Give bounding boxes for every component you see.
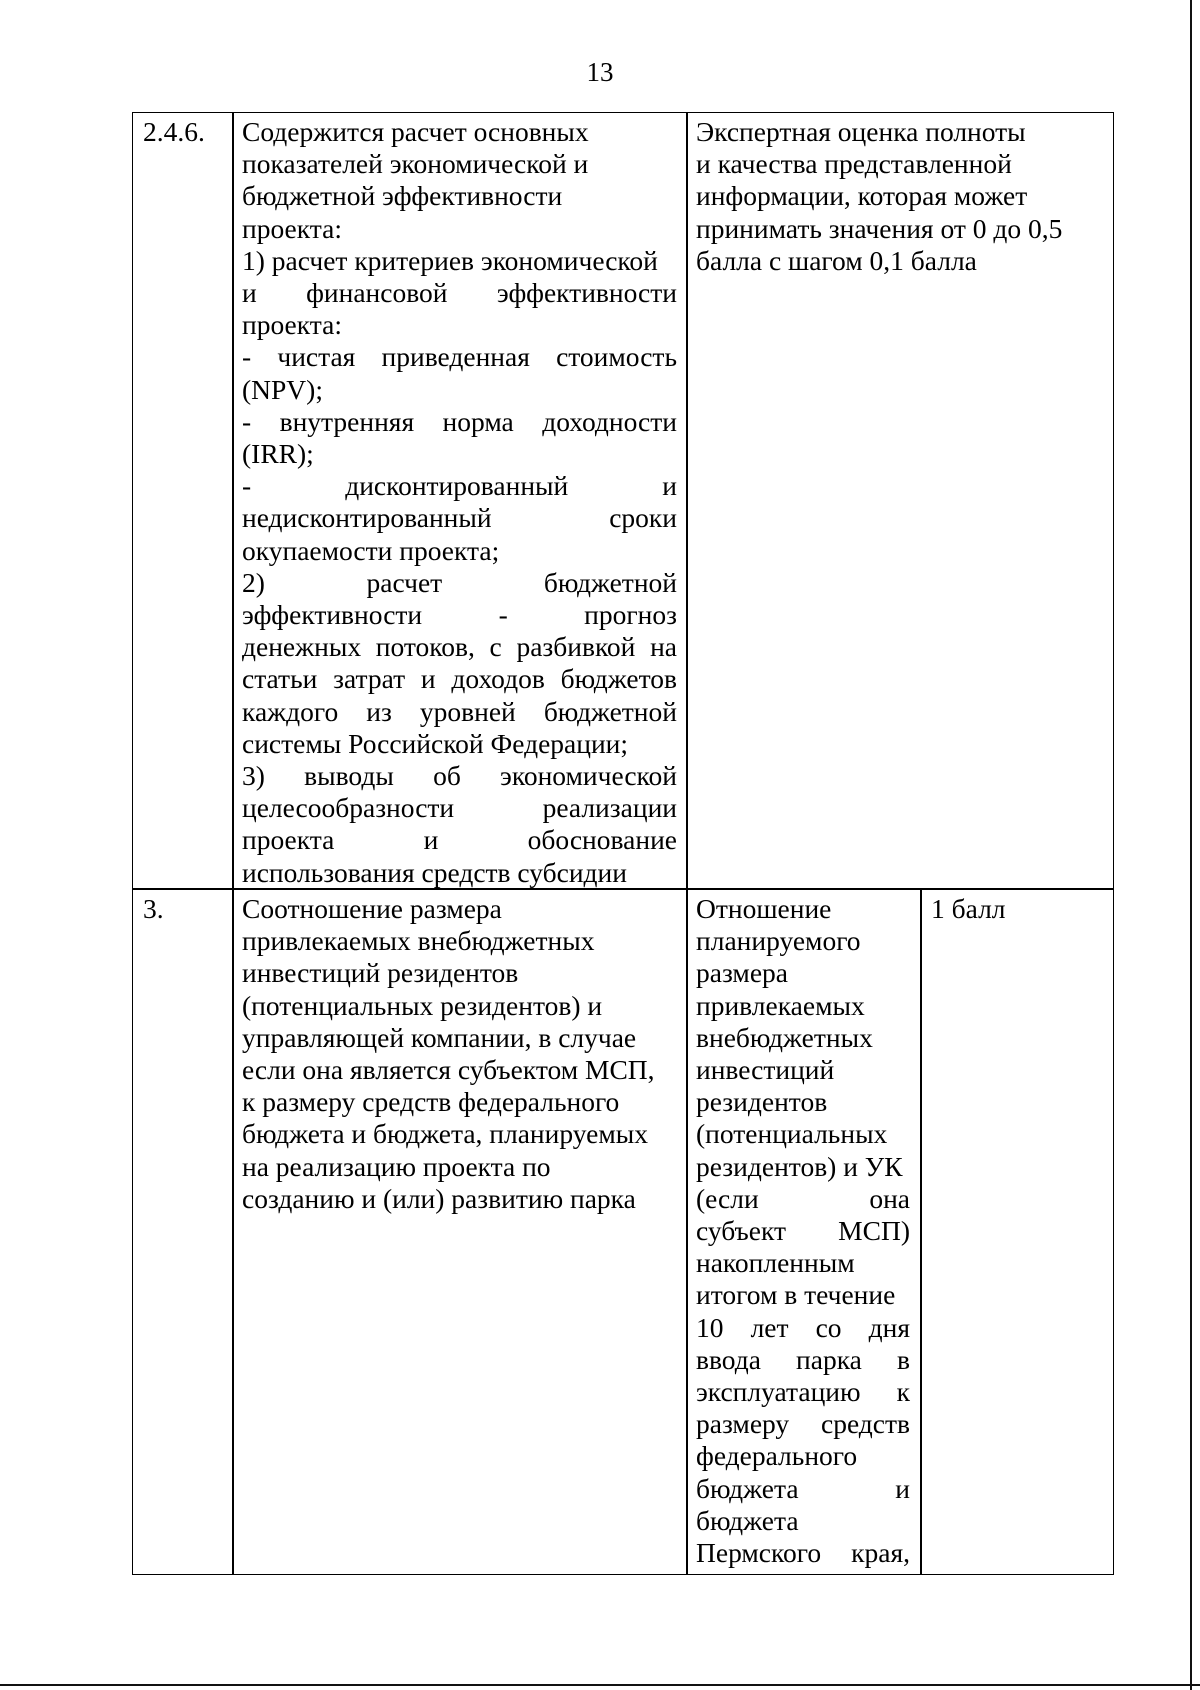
criterion-line: проекта и обоснование <box>242 824 677 856</box>
row-number-cell <box>133 116 232 886</box>
evaluation-line: ввода парка в <box>696 1343 910 1375</box>
evaluation-line: и качества представленной <box>696 148 1012 180</box>
row-number: 2.4.6. <box>143 116 205 147</box>
page-number: 13 <box>586 57 614 87</box>
criterion-cell <box>234 116 686 888</box>
criterion-line: каждого из уровней бюджетной <box>242 695 677 727</box>
criterion-line: - дисконтированный и <box>242 470 677 502</box>
row-divider <box>132 888 1114 890</box>
evaluation-line: размера <box>696 957 788 989</box>
criterion-line: привлекаемых внебюджетных <box>242 925 595 957</box>
evaluation-line: информации, которая может <box>696 180 1028 212</box>
evaluation-line: накопленным <box>696 1247 855 1279</box>
criterion-line: 3) выводы об экономической <box>242 760 677 792</box>
evaluation-cell <box>688 893 920 1575</box>
criterion-line: эффективности - прогноз <box>242 599 677 631</box>
row-number: 3. <box>143 893 164 924</box>
criterion-line: бюджета и бюджета, планируемых <box>242 1118 648 1150</box>
criterion-line: если она является субъектом МСП, <box>242 1054 655 1086</box>
criterion-line: проекта: <box>242 212 342 244</box>
evaluation-line: федерального <box>696 1440 858 1472</box>
criterion-line: управляющей компании, в случае <box>242 1021 637 1053</box>
criterion-line: бюджетной эффективности <box>242 180 563 212</box>
criterion-line: - внутренняя норма доходности <box>242 405 677 437</box>
evaluation-line: Экспертная оценка полноты <box>696 116 1026 147</box>
evaluation-line: Пермского края, <box>696 1537 910 1569</box>
evaluation-line: резидентов <box>696 1086 828 1118</box>
criterion-line: 2) расчет бюджетной <box>242 566 677 598</box>
points-cell <box>922 893 1112 1573</box>
criterion-line: (NPV); <box>242 373 323 405</box>
evaluation-line: планируемого <box>696 925 861 957</box>
evaluation-line: внебюджетных <box>696 1021 873 1053</box>
criterion-line: созданию и (или) развитию парка <box>242 1182 636 1214</box>
criterion-cell <box>234 893 686 1573</box>
criterion-line: 1) расчет критериев экономической <box>242 244 658 276</box>
criterion-line: Соотношение размера <box>242 893 502 924</box>
evaluation-line: принимать значения от 0 до 0,5 <box>696 212 1063 244</box>
criterion-line: - чистая приведенная стоимость <box>242 341 677 373</box>
evaluation-line: (потенциальных <box>696 1118 888 1150</box>
criterion-line: инвестиций резидентов <box>242 957 519 989</box>
evaluation-line: итогом в течение <box>696 1279 896 1311</box>
evaluation-line: (если она <box>696 1182 910 1214</box>
criterion-line: и финансовой эффективности <box>242 277 677 309</box>
criterion-line: (потенциальных резидентов) и <box>242 989 603 1021</box>
criterion-line: денежных потоков, с разбивкой на <box>242 631 677 663</box>
criterion-line: окупаемости проекта; <box>242 534 500 566</box>
criterion-line: показателей экономической и <box>242 148 589 180</box>
criterion-line: проекта: <box>242 309 342 341</box>
evaluation-line: размеру средств <box>696 1408 910 1440</box>
criterion-line: недисконтированный сроки <box>242 502 677 534</box>
row-number-cell <box>133 893 232 1573</box>
criterion-line: системы Российской Федерации; <box>242 727 629 759</box>
scan-edge-right <box>1190 0 1192 1690</box>
evaluation-line: резидентов) и УК <box>696 1150 903 1182</box>
evaluation-line: эксплуатацию к <box>696 1376 910 1408</box>
scan-edge-bottom <box>0 1684 1200 1686</box>
evaluation-line: бюджета и <box>696 1472 910 1504</box>
evaluation-line: инвестиций <box>696 1054 835 1086</box>
evaluation-cell <box>688 116 1113 886</box>
criterion-line: использования средств субсидии <box>242 856 627 888</box>
evaluation-line: субъект МСП) <box>696 1215 910 1247</box>
points-value: 1 балл <box>931 893 1006 924</box>
evaluation-line: 10 лет со дня <box>696 1311 910 1343</box>
criterion-line: к размеру средств федерального <box>242 1086 620 1118</box>
evaluation-line: Отношение <box>696 893 832 924</box>
evaluation-line: бюджета <box>696 1504 799 1536</box>
criterion-line: статьи затрат и доходов бюджетов <box>242 663 677 695</box>
evaluation-line: балла с шагом 0,1 балла <box>696 244 977 276</box>
criterion-line: Содержится расчет основных <box>242 116 589 147</box>
criterion-line: (IRR); <box>242 438 314 470</box>
evaluation-line: привлекаемых <box>696 989 865 1021</box>
criterion-line: на реализацию проекта по <box>242 1150 551 1182</box>
criterion-line: целесообразности реализации <box>242 792 677 824</box>
